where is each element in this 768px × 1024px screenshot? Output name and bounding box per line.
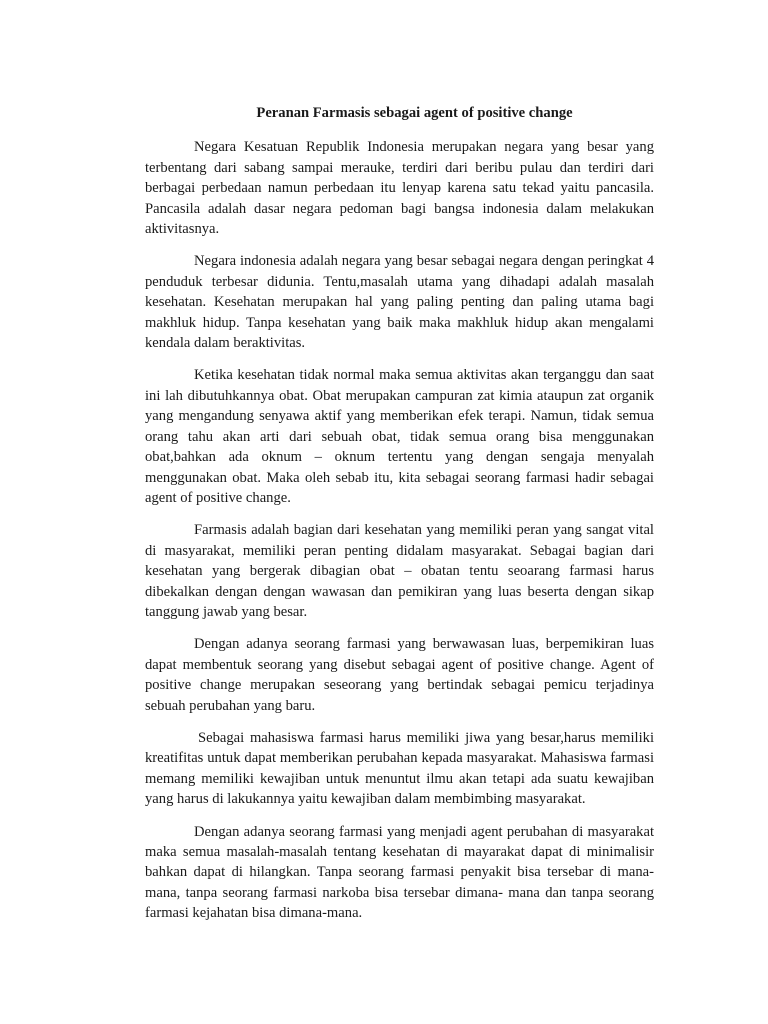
document-title: Peranan Farmasis sebagai agent of positive change [256,105,573,121]
paragraph-2: Negara indonesia adalah negara yang besar sebagai negara dengan peringkat 4 penduduk terbesar didunia. Tentu,masalah utama yang dihadapi adalah masalah kesehatan. Kesehatan merupakan hal yang paling penting dan paling utama bagi makhluk hidup. Tanpa kesehatan yang baik maka makhluk hidup akan mengalami kendala dalam beraktivitas. [145,253,654,352]
paragraph-4: Farmasis adalah bagian dari kesehatan yang memiliki peran yang sangat vital di masyarakat, memiliki peran penting didalam masyarakat. Sebagai bagian dari kesehatan yang bergerak dibagian obat – obatan tentu seoarang farmasi harus dibekalkan dengan dengan wawasan dan pemikiran yang luas beserta dengan sikap tanggung jawab yang besar. [145,522,654,620]
paragraph-5: Dengan adanya seorang farmasi yang berwawasan luas, berpemikiran luas dapat membentuk seorang yang disebut sebagai agent of positive change. Agent of positive change merupakan seseorang yang bertindak sebagai pemicu terjadinya sebuah perubahan yang baru. [145,636,654,714]
paragraph-3: Ketika kesehatan tidak normal maka semua aktivitas akan terganggu dan saat ini lah dibutuhkannya obat. Obat merupakan campuran zat kimia ataupun zat organik yang mengandung senyawa aktif yang memberikan efek terapi. Namun, tidak semua orang tahu akan arti dari sebuah obat, tidak semua orang bisa menggunakan obat,bahkan ada oknum – oknum tertentu yang dengan sengaja menyalah menggunakan obat. Maka oleh sebab itu, kita sebagai seorang farmasi hadir sebagai agent of positive change. [145,367,654,506]
paragraph-1: Negara Kesatuan Republik Indonesia merupakan negara yang besar yang terbentang dari sabang sampai merauke, terdiri dari beribu pulau dan terdiri dari berbagai perbedaan namun perbedaan itu lenyap karena satu tekad yaitu pancasila. Pancasila adalah dasar negara pedoman bagi bangsa indonesia dalam melakukan aktivitasnya. [145,139,654,238]
paragraph-7: Dengan adanya seorang farmasi yang menjadi agent perubahan di masyarakat maka semua masalah-masalah tentang kesehatan di mayarakat dapat di minimalisir bahkan dapat di hilangkan. Tanpa seorang farmasi penyakit bisa tersebar di mana-mana, tanpa seorang farmasi narkoba bisa tersebar dimana- mana dan tanpa seorang farmasi kejahatan bisa dimana-mana. [145,823,654,922]
paragraph-6: Sebagai mahasiswa farmasi harus memiliki jiwa yang besar,harus memiliki kreatifitas untuk dapat memberikan perubahan kepada masyarakat. Mahasiswa farmasi memang memiliki kewajiban untuk menuntut ilmu akan tetapi ada suatu kewajiban yang harus di lakukannya yaitu kewajiban dalam membimbing masyarakat. [145,729,654,808]
